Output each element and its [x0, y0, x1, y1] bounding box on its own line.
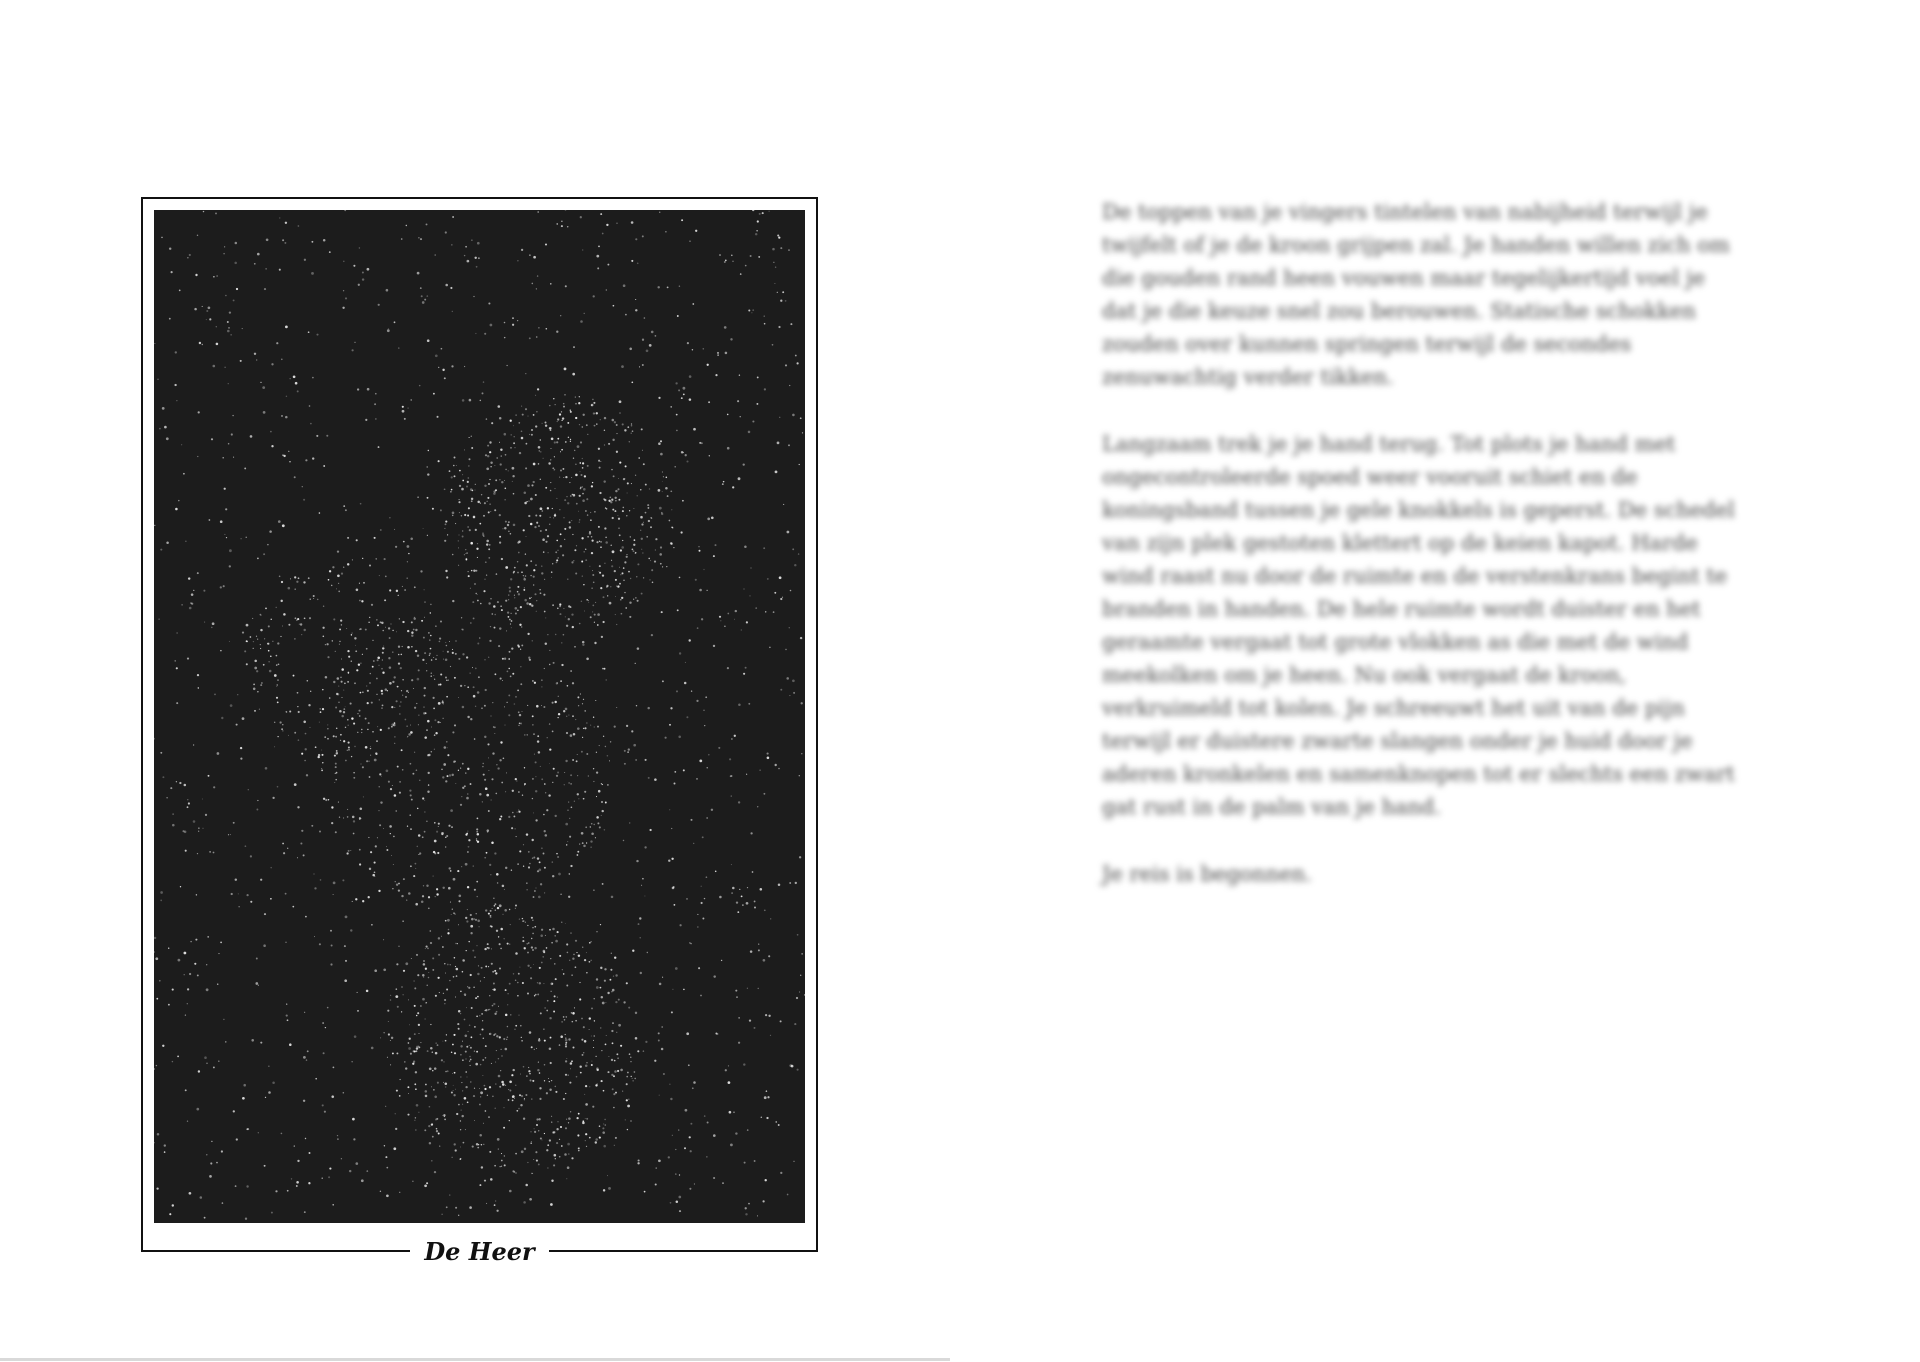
tarot-card — [141, 197, 818, 1266]
starfield-figure-illustration — [154, 210, 805, 1223]
card-caption: De Heer — [410, 1240, 548, 1264]
starfield-texture — [154, 210, 805, 1223]
card-caption-row — [143, 1232, 816, 1272]
story-text — [1102, 196, 1742, 925]
right-page — [950, 0, 1920, 1362]
paragraph-3: Je reis is begonnen. — [1102, 862, 1312, 886]
paragraph-2: Langzaam trek je je hand terug. Tot plots je hand met ongecontroleerde spoed weer vooruit schiet en de koningsband tussen je gele knokkels is geperst. De schedel van zijn plek gestoten klettert op de keien kapot. Harde wind raast nu door de ruimte en de verstenkrans begint te branden in handen. De hele ruimte wordt duister en het geraamte vergaat tot grote vlokken as die met de wind meekolken om je heen. Nu ook vergaat de kroon, verkruimeld tot kolen. Je schreeuwt het uit van de pijn terwijl er duistere zwarte slangen onder je huid door je aderen kronkelen en samenknopen tot er slechts een zwart gat rust in de palm van je hand. — [1102, 432, 1735, 819]
left-page — [0, 0, 950, 1362]
paragraph-1: De toppen van je vingers tintelen van nabijheid terwijl je twijfelt of je de kroon grijpen zal. Je handen willen zich om die gouden rand heen vouwen maar tegelijkertijd voel je dat je die keuze snel zou berouwen. Statische schokken zouden over kunnen springen terwijl de secondes zenuwachtig verder tikken. — [1102, 200, 1730, 389]
page-bottom-rule — [0, 1358, 950, 1361]
